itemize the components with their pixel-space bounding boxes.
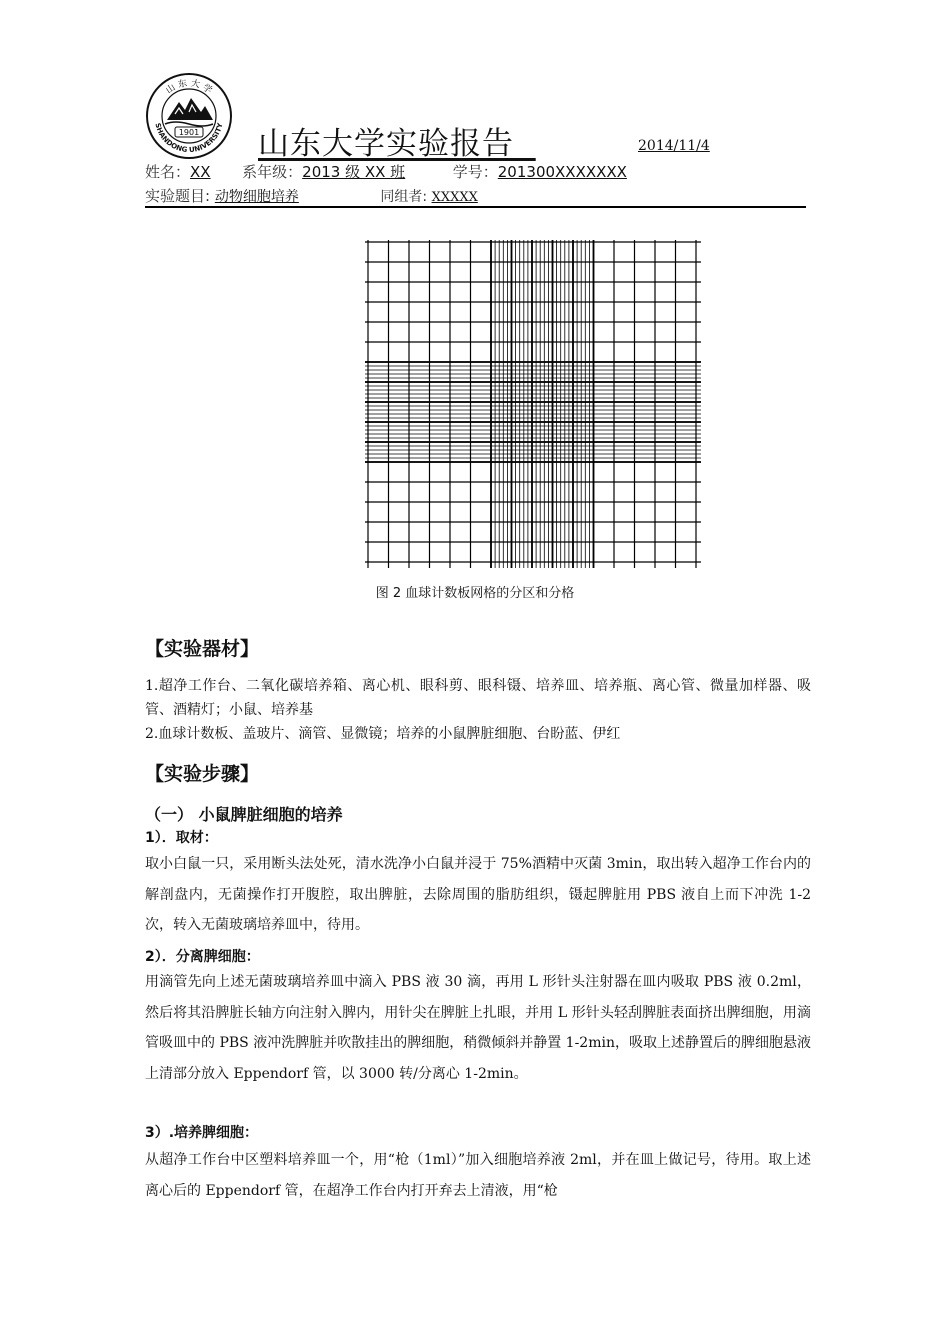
step-2-text: 用滴管先向上述无菌玻璃培养皿中滴入 PBS 液 30 滴，再用 L 形针头注射器在皿内吸取 PBS 液 0.2ml，然后将其沿脾脏长轴方向注射入脾内，用针尖在脾脏上扎眼，并用 L 形针头轻刮脾脏表面挤出脾细胞，用滴管吸皿中的 PBS 液冲洗脾脏并吹散挂出的脾细胞，稍微倾斜并静置 1-2min，吸取上述静置后的脾细胞悬液上清部分放入 Eppendorf 管，以 3000 转/分离心 1-2min。 [145, 974, 811, 1082]
svg-text:山 东 大 学 [163, 77, 214, 96]
logo-top-text: 山 东 大 学 [164, 78, 214, 97]
student-id-value: 201300XXXXXXX [497, 163, 627, 181]
report-date: 2014/11/4 [638, 138, 710, 154]
header-divider [145, 206, 806, 208]
dept-value: 2013 级 XX 班 [302, 163, 406, 181]
materials-item-2: 2.血球计数板、盖玻片、滴管、显微镜；培养的小鼠脾脏细胞、台盼蓝、伊红 [145, 726, 621, 742]
step-3-text: 从超净工作台中区塑料培养皿一个，用“枪（1ml）”加入细胞培养液 2ml，并在皿上做记号，待用。取上述离心后的 Eppendorf 管，在超净工作台内打开弃去上清液，用“枪 [145, 1152, 811, 1199]
dept-label: 系年级： [242, 163, 303, 181]
partner-label: 同组者: [380, 189, 432, 205]
section-heading-materials: 【实验器材】 [145, 638, 260, 660]
university-logo [145, 72, 233, 160]
partner-value: XXXXX [431, 190, 478, 205]
header-row-topic [145, 185, 478, 206]
name-value: XX [190, 163, 211, 181]
report-title: 山东大学实验报告 [258, 126, 536, 162]
student-id-label: 学号： [452, 163, 498, 181]
logo-bottom-text: SHANDONG UNIVERSITY [153, 122, 225, 155]
step-2-title: 2）．分离脾细胞： [145, 949, 260, 965]
mountain-icon [165, 98, 213, 126]
header-row-student [145, 161, 627, 182]
subsection-heading: （一） 小鼠脾脏细胞的培养 [145, 805, 343, 824]
step-3-title: 3）.培养脾细胞： [145, 1125, 259, 1141]
step-1-title: 1）．取材： [145, 830, 218, 846]
materials-item-1: 1.超净工作台、二氧化碳培养箱、离心机、眼科剪、眼科镊、培养皿、培养瓶、离心管、微量加样器、吸管、酒精灯；小鼠、培养基 [145, 678, 811, 718]
name-label: 姓名： [145, 163, 191, 181]
figure-caption: 图 2 血球计数板网格的分区和分格 [375, 586, 575, 601]
logo-year: 1901 [178, 128, 200, 137]
topic-value: 动物细胞培养 [214, 189, 299, 205]
step-1-text: 取小白鼠一只，采用断头法处死，清水洗净小白鼠并浸于 75%酒精中灭菌 3min，取出转入超净工作台内的解剖盘内，无菌操作打开腹腔，取出脾脏，去除周围的脂肪组织，镊起脾脏用 PBS 液自上而下冲洗 1-2 次，转入无菌玻璃培养皿中，待用。 [145, 856, 811, 933]
section-heading-steps: 【实验步骤】 [145, 763, 260, 785]
hemocytometer-grid-figure [365, 240, 701, 570]
topic-label: 实验题目: [145, 187, 215, 205]
